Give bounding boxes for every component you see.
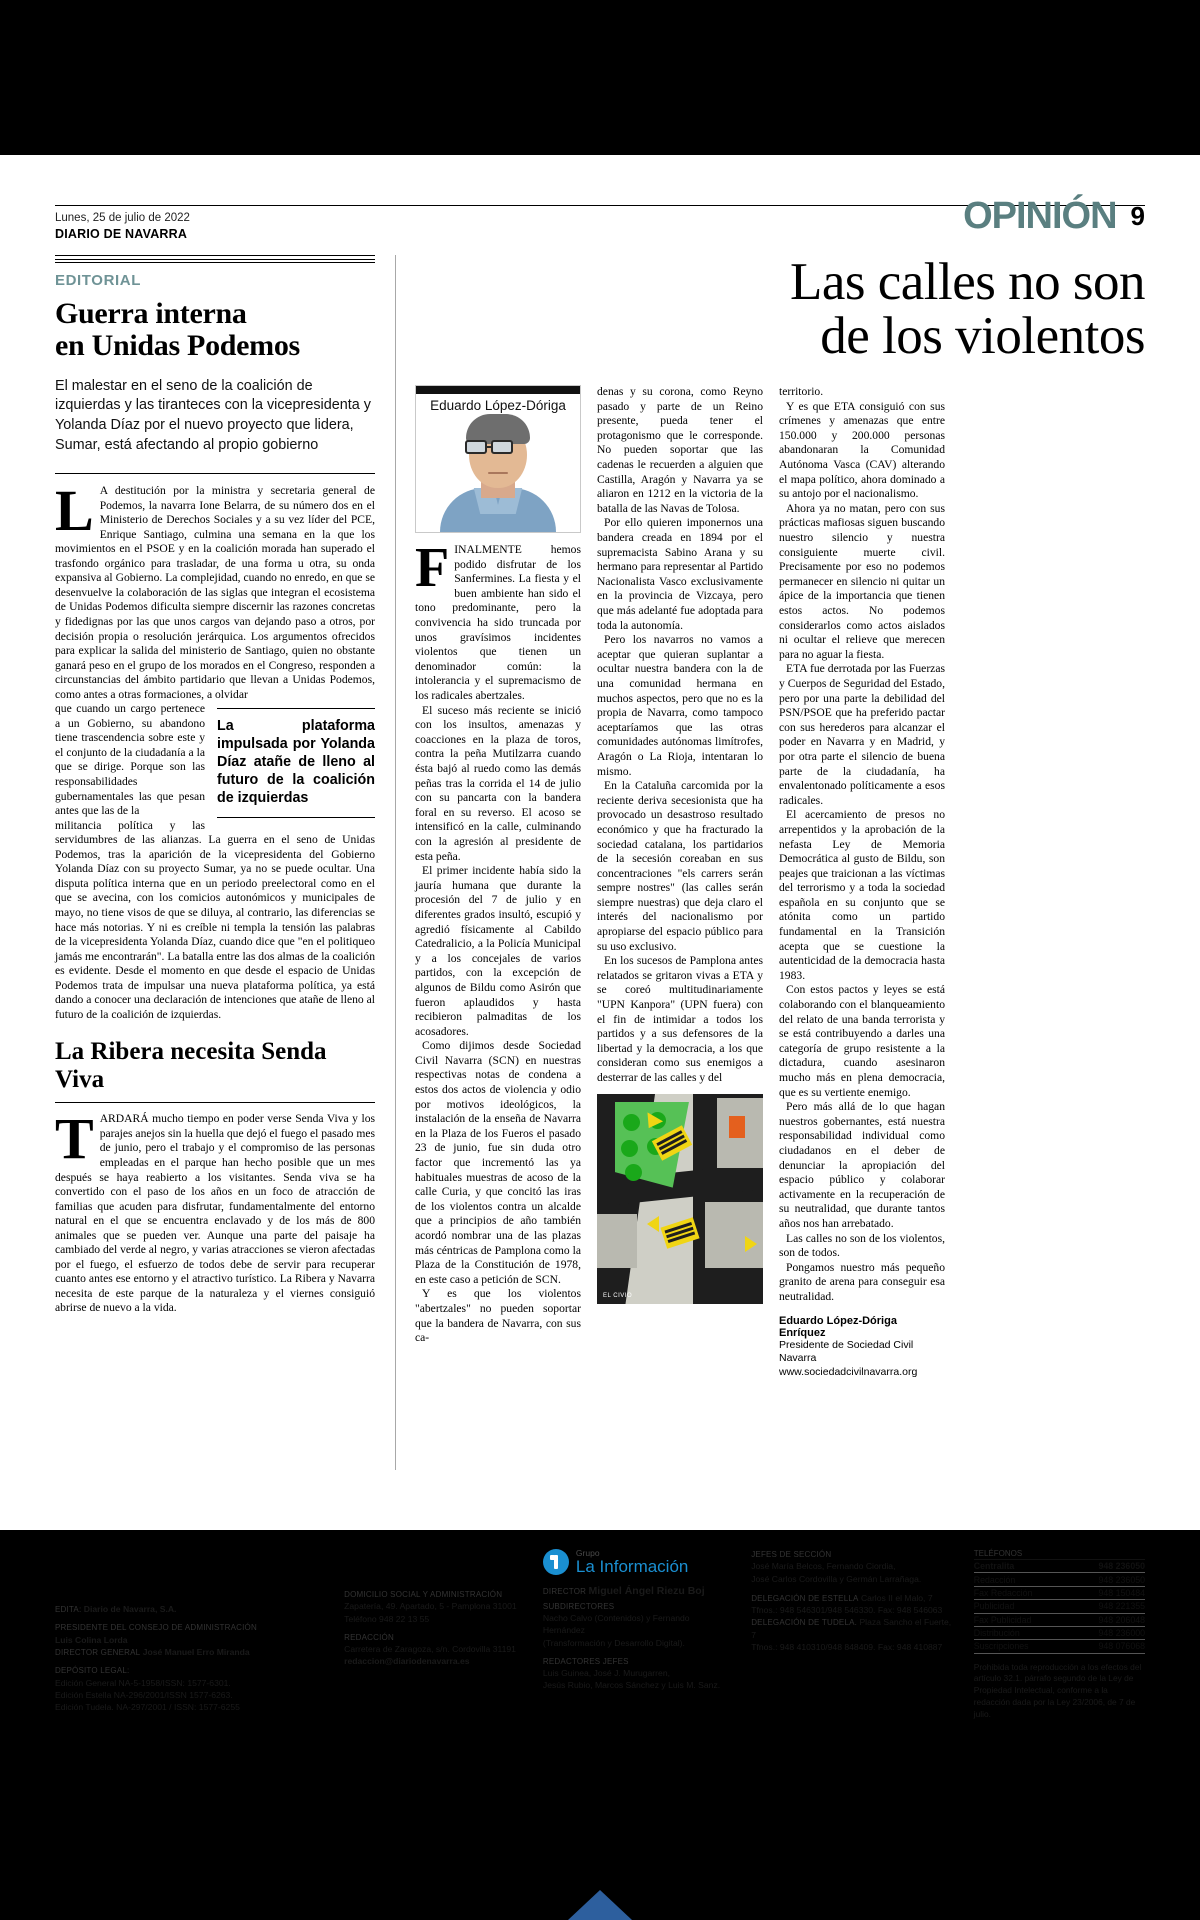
grupo-name: La Información (575, 1556, 689, 1576)
editorial-headline-line2: en Unidas Podemos (55, 329, 300, 363)
deposito-line: Edición Estella NA-296/2001/ISSN 1577-6263. (55, 1689, 233, 1700)
domicilio-line: Teléfono 948 22 13 55 (344, 1613, 430, 1624)
article-paragraph: Con estos pactos y leyes se está colaborando con el blanqueamiento del relato de una banda terrorista y se está contribuyendo a darles una categoría de grupo resistente a la dictadura, cuando asesinaron mucho más en plena democracia, que es su vertiente enemigo. (779, 983, 945, 1099)
footer-logo: DIARIO DE NAVARRA (55, 1549, 326, 1579)
scroll-up-arrow-icon[interactable] (568, 1890, 632, 1920)
grupo-label: Grupo (575, 1548, 600, 1559)
subdirectores-label: SUBDIRECTORES (542, 1601, 615, 1611)
article-paragraph: territorio. (779, 385, 824, 399)
article-paragraph: Pongamos nuestro más pequeño granito de arena para conseguir esa neutralidad. (779, 1260, 945, 1303)
estella-value: Carlos II el Malo, 7 (860, 1592, 933, 1603)
estella-tfnos: Tfnos.: 948 546301/948 546330. Fax: 948 546063 (751, 1605, 943, 1616)
redactores-line: Jesús Rubio, Marcos Sánchez y Luis M. Sanz. (542, 1680, 721, 1691)
phones-caption: TELÉFONOS (973, 1549, 1023, 1558)
redactores-line: Luis Guinea, José J. Murugarren, (542, 1668, 670, 1679)
imprint-column-2 (344, 1549, 525, 1720)
phone-number: 948 236000 (1069, 1626, 1145, 1639)
author-portrait-illustration (439, 424, 557, 532)
grupo-la-informacion-logo (543, 1549, 733, 1575)
imprint-column-3 (543, 1549, 733, 1720)
jefes-seccion-line: José María Belcos, Fernando Ciordia, (751, 1561, 896, 1572)
article-headline-line2: de los violentos (820, 307, 1145, 366)
editorial-paragraph: LA destitución por la ministra y secretaria general de Podemos, la navarra Ione Belarra, de su número dos en el Ministerio de Derechos Sociales y a su vez líder del PCE, Enrique Santiago, culmina una semana en la que los movimientos en el PSOE y en la coalición morada han superado el trasfondo orgánico para trasladar, de una forma u otra, su onda expansiva al Gobierno. La complejidad, cuando no enredo, en que se desenvuelve la colaboración de las siglas que integran el ecosistema de Unidas Podemos dificulta siempre discernir las razones concretas y fidedignas por las que unos cargos van dejando paso a otros, por decisión propia o resolución jerárquica. Los argumentos ofrecidos para explicar la salida del ministerio de Santiago, quien no obstante ganará peso en el grupo de los morados en el Congreso, responden a circunstancias del ámbito partidario que llevan a Unidas Podemos, como antes a otras formaciones, a olvidar (55, 478, 375, 701)
map-tree (621, 1140, 638, 1157)
table-row (974, 1573, 1145, 1586)
editorial2-rule (55, 1102, 375, 1103)
editorial-kicker: EDITORIAL (55, 272, 141, 289)
deposito-line: Edición Tudela. NA-297/2001 / ISSN: 1577-6255 (55, 1702, 240, 1713)
editorial-paragraph: militancia política y las servidumbres de las alianzas. La guerra en el seno de Unidas Podemos, tras la aparición de la vicepresidenta del Gobierno Yolanda Díaz con su proyecto Sumar, ya no se puede ocultar. Una disputa política interna que en un periodo preelectoral como en el que se avecina, con los comicios autonómicos y municipales de mayo, no tiene visos de que se diluya, al contrario, las diferencias se hace más notorias. Y ni es creíble ni templa la tensión las palabras de la vicepresidenta Yolanda Díaz, cuando dice que "en el politiqueo jamás me encontrarán". La batalla entre las dos almas de la coalición es evidente. Desde el momento en que desde el espacio de Unidas Podemos trata de impulsar una nueva plataforma política, ya está dando a conocer una declaración de intenciones que atañe de lleno al futuro de la coalición de izquierdas. (55, 818, 375, 1021)
article-paragraph: ETA fue derrotada por las Fuerzas y Cuerpos de Seguridad del Estado, pero por una parte la debilidad del PSN/PSOE que ha preferido pactar con sus herederos para alcanzar el poder en Navarra y en Madrid, y por otra parte el silencio de buena parte de la ciudadanía, ha envalentonado políticamente a esos radicales. (779, 662, 945, 807)
column-divider (395, 255, 396, 1470)
phone-label: Distribución (974, 1626, 1070, 1639)
phones-table-body (974, 1560, 1145, 1654)
grupo-logo-icon (543, 1549, 569, 1575)
redaccion-line: Carretera de Zaragoza, s/n. Cordovilla 31191 (344, 1644, 516, 1655)
jefes-seccion-line: José Carlos Cordovilla y Germán Larrañaga. (751, 1573, 922, 1584)
tudela-label: DELEGACIÓN DE TUDELA. (751, 1618, 858, 1628)
article-paragraph: El primer incidente había sido la jauría humana que durante la procesión del 7 de julio y en diferentes grados insultó, escupió y agredió físicamente al Cabildo Catedralicio, a la Policía Municipal y a los concejales de varios partidos, con la excepción de algunos de Bildu como Asirón que fueron aplaudidos y hasta recibieron palmaditas de los acosadores. (415, 864, 581, 1038)
section-title: OPINIÓN (963, 195, 1117, 237)
table-row (974, 1560, 1145, 1573)
phone-number: 948 236050 (1069, 1573, 1145, 1586)
article-headline-line1: Las calles no son (789, 253, 1145, 311)
editorial-body (55, 478, 375, 1022)
article-paragraph: Pero los navarros no vamos a aceptar que quieran suplantar a ocultar nuestra bandera con la de una comunidad hermana en muchos aspectos, pero que no es la propia de Navarra, como tampoco aceptaríamos que las otras comunidades autónomas limítrofes, Aragón o La Rioja, intentaran lo mismo. (597, 633, 763, 778)
article-paragraph: Ahora ya no matan, pero con sus prácticas mafiosas siguen buscando nuestro silencio y nuestra consiguiente muerte civil. Precisamente por eso no podemos permanecer en silencio ni quitar un ápice de la importancia que tienen estos actos. No podemos considerarlos como actos aislados ni ocultar el relieve que merecen para no aguar la fiesta. (779, 501, 945, 661)
phone-label: Suscripciones (974, 1640, 1070, 1653)
map-tree (623, 1114, 640, 1131)
phone-number: 948 236050 (1069, 1560, 1145, 1573)
article-column-1 (415, 385, 581, 1379)
director-general-label: DIRECTOR GENERAL (55, 1647, 141, 1657)
section-header (963, 195, 1145, 238)
director-value: Miguel Ángel Riezu Boj (588, 1585, 705, 1597)
legal-notice: Prohibida toda reproducción a los efectos del artículo 32.1. párrafo segundo de la Ley de Propiedad Intelectual, conforme a la redacción dada por la Ley 23/2006, de 7 de julio. (973, 1661, 1142, 1719)
editorial-headline (55, 298, 375, 363)
redaccion-label: REDACCIÓN (344, 1632, 394, 1642)
deposito-label: DEPÓSITO LEGAL: (55, 1666, 130, 1676)
subdirectores-line: Nacho Calvo (Contenidos) y Fernando Hernández (542, 1613, 690, 1636)
table-row (974, 1586, 1145, 1599)
article-column-3 (779, 385, 945, 1379)
editorial-block (55, 255, 375, 1316)
street-map-graphic (597, 1094, 763, 1304)
imprint-column-5 (974, 1549, 1145, 1720)
editorial2-headline: La Ribera necesita Senda Viva (55, 1038, 327, 1093)
article-paragraph: Por ello quieren imponernos una bandera creada en 1894 por el supremacista Sabino Arana y su hermano para representar al Partido Nacionalista Vasco exclusivamente en la provincia de Vizcaya, pero que más adelanté fue adoptada para toda la autonomía. (597, 516, 763, 632)
editorial2-body (55, 1106, 375, 1316)
table-row (974, 1613, 1145, 1626)
article-paragraph: El acercamiento de presos no arrepentidos y la aprobación de la nefasta Ley de Memoria Democrática al gusto de Bildu, son peajes que traicionan a las víctimas del terrorismo y a toda la sociedad española en su conjunto que se atónita como un partido fundamental en la Transición acepta que se cuestione la autenticidad de la democracia hasta 1983. (779, 808, 945, 982)
viewer-bottom-bar (0, 1860, 1200, 1920)
author-photo-frame (415, 385, 581, 533)
map-building-block (705, 1202, 763, 1268)
article-paragraph: Como dijimos desde Sociedad Civil Navarra (SCN) en nuestras respectivas notas de condena a estos dos actos de violencia y odio por motivos ideológicos, la instalación de la enseña de Navarra en la Plaza de los Fueros el pasado 23 de junio, fue sin duda otro factor que incrementó las ya habituales muestras de acoso de la calle Curia, y que concitó las iras de los violentos contra un alcalde que a principios de año también acordó nombrar una de las plazas más céntricas de Pamplona como la Plaza de la Constitución de 1978, en este caso a petición de SCN. (415, 1039, 581, 1286)
tudela-tfnos: Tfnos.: 948 410310/948 848409. Fax: 948 410887 (751, 1641, 943, 1652)
map-building-block (597, 1214, 637, 1268)
editorial-standfirst: El malestar en el seno de la coalición de izquierdas y las tiranteces con la vicepresidenta y Yolanda Díaz por el nuevo proyecto que lidera, Sumar, está afectando al propio gobierno (55, 377, 371, 453)
tudela-value: Plaza Sancho el Fuerte, 7 (751, 1617, 952, 1640)
article-headline (415, 253, 1145, 366)
phone-label: Publicidad (974, 1600, 1070, 1613)
map-direction-arrow (745, 1236, 757, 1252)
footer-rule (55, 1540, 1145, 1541)
photo-top-bar (416, 386, 580, 394)
phone-label: Fax Publicidad (974, 1613, 1070, 1626)
director-label: DIRECTOR (542, 1587, 587, 1596)
article-paragraph: Y es que los violentos "abertzales" no pueden soportar que la bandera de Navarra, con sus ca- (415, 1287, 581, 1345)
signature-role: Presidente de Sociedad Civil Navarra (779, 1338, 914, 1365)
subdirectores-line: (Transformación y Desarrollo Digital). (542, 1637, 685, 1648)
table-row (974, 1600, 1145, 1613)
phone-label: Centralita (974, 1560, 1070, 1573)
map-canvas (597, 1094, 763, 1304)
editorial-top-rules (55, 255, 375, 263)
imprint-footer (55, 1540, 1145, 1720)
article-column-2 (597, 385, 763, 1379)
article-paragraph: Y es que ETA consiguió con sus crímenes y amenazas que entre 150.000 y 200.000 personas abandonaran la Comunidad Autónoma Vasca (CAV) alterando el mapa político, ahora dominado a su antojo por el nacionalismo. (779, 399, 945, 501)
domicilio-line: Zapatería, 49. Apartado, 5 - Pamplona 31001 (344, 1601, 517, 1612)
editorial-paragraph: que cuando un cargo pertenece a un Gobierno, su abandono tiene trascendencia sobre este y el conjunto de la ciudadanía a la que se dirige. Porque son las responsabilidades gubernamentales las que pesan antes que las de la (55, 702, 205, 818)
phone-label: Fax Redacción (974, 1586, 1070, 1599)
table-row (974, 1640, 1145, 1653)
map-direction-arrow (647, 1216, 659, 1232)
edita-label: EDITA: (55, 1605, 82, 1614)
jefes-seccion-label: JEFES DE SECCIÓN (751, 1550, 832, 1559)
domicilio-label: DOMICILIO SOCIAL Y ADMINISTRACIÓN (344, 1590, 503, 1599)
article-paragraph: FINALMENTE hemos podido disfrutar de los Sanfermines. La fiesta y el buen ambiente han sido el tono predominante, pero la convivencia ha sido truncada por unos gravísimos incidentes violentos que tienen un denominador común: la intolerancia y el supremacismo de los radicales abertzales. (415, 537, 581, 703)
article-paragraph: En la Cataluña carcomida por la reciente deriva secesionista que ha provocado un desastroso resultado económico y que ha fracturado la sociedad catalana, los partidarios de la secesión coreaban en sus concentraciones "els carrers serán sempre nostres" (las calles serán siempre nuestras) que deja claro el interés del nacionalismo por apropiarse del espacio público para su uso exclusivo. (597, 779, 763, 953)
edita-value: Diario de Navarra, S.A. (83, 1604, 177, 1614)
article-paragraph: Las calles no son de los violentos, son de todos. (779, 1231, 945, 1260)
article-block (415, 255, 1145, 1379)
article-paragraph: Pero más allá de lo que hagan nuestros gobernantes, está nuestra responsabilidad individual como ciudadanos en el deber de denunciar la apropiación del espacio público y colaborar activamente en la recuperación de su neutralidad, que durante tantos años nos han arrebatado. (779, 1100, 945, 1230)
signature-url[interactable]: www.sociedadcivilnavarra.org (779, 1365, 918, 1378)
editorial-headline-line1: Guerra interna (55, 297, 247, 330)
publication-date: Lunes, 25 de julio de 2022 (55, 212, 190, 224)
phone-number: 948 076068 (1069, 1640, 1145, 1653)
article-paragraph: En los sucesos de Pamplona antes relatados se gritaron vivas a ETA y se coreó multitudinariamente "UPN Kanpora" (UPN fuera) con el fin de intimidar a todos los partidos y a sus defensores de la libertad y la democracia, a los que consideran como sus enemigos a desterrar de las calles y del (597, 954, 763, 1084)
president-value: Luis Colina Lorda (55, 1634, 128, 1645)
phones-table (974, 1549, 1145, 1654)
director-general-value: José Manuel Erro Miranda (142, 1646, 250, 1657)
phone-number: 948 221355 (1069, 1600, 1145, 1613)
imprint-column-1 (55, 1549, 326, 1720)
newspaper-page (0, 155, 1200, 1719)
president-label: PRESIDENTE DEL CONSEJO DE ADMINISTRACIÓN (55, 1623, 257, 1633)
editorial-standfirst-rule (55, 473, 375, 474)
article-paragraph: denas y su corona, como Reyno pasado y parte de un Reino presente, pueda tener el protagonismo que le corresponde. No pueden soportar que las cadenas le recuerden a alguien que Castilla, Aragón y Navarra ya se aliaron en 1212 en la victoria de la batalla de las Navas de Tolosa. (597, 385, 763, 515)
deposito-line: Edición General NA-5-1958/ISSN: 1577-6301. (55, 1677, 231, 1688)
map-source-label: EL CIVIO (603, 1292, 633, 1299)
author-photo-caption: Eduardo López-Dóriga (430, 398, 566, 414)
phone-number: 948 150484 (1069, 1586, 1145, 1599)
editorial-pullquote: La plataforma impulsada por Yolanda Díaz atañe de lleno al futuro de la coalición de izquierdas (217, 708, 375, 817)
page-number: 9 (1130, 201, 1145, 231)
paper-name: DIARIO DE NAVARRA (55, 226, 188, 241)
footer-founded: Fundado en 1903 (63, 1581, 168, 1597)
article-paragraph: El suceso más reciente se inició con los insultos, amenazas y coacciones en la plaza de toros, contra la peña Mutilzarra cuando ésta bajó al ruedo como las demás peñas tras la corrida el 14 de julio con su pancarta con la bandera foral en su reverso. El acoso se intensificó en la calle, culminando con la agresión al presidente de esta peña. (415, 703, 581, 863)
phone-number: 948 206048 (1069, 1613, 1145, 1626)
map-tree (625, 1164, 642, 1181)
author-photo-block (415, 385, 581, 533)
article-columns (415, 385, 1145, 1379)
table-row (974, 1626, 1145, 1639)
redactores-label: REDACTORES JEFES (542, 1656, 629, 1666)
signature-name: Eduardo López-Dóriga Enríquez (779, 1314, 897, 1339)
imprint-column-4 (751, 1549, 956, 1720)
estella-label: DELEGACIÓN DE ESTELLA (751, 1593, 859, 1603)
redaccion-email[interactable]: redaccion@diariodenavarra.es (344, 1656, 470, 1667)
map-highlight-marker (729, 1116, 745, 1138)
article-signature (779, 1315, 945, 1380)
editorial2-paragraph: TARDARÁ mucho tiempo en poder verse Senda Viva y los parajes anejos sin la huella que dejó el fuego el pasado mes de junio, pero el trabajo y el compromiso de las personas empleadas en el parque han hecho posible que un mes después se haya reabierto a los visitantes. Senda viva se ha convertido con el paso de los años en un foco de atracción de familias que acuden para disfrutar, fundamentalmente del entorno natural en el que se encuentra enclavado y de los más de 800 animales que se pueden ver. Aunque una parte del paisaje ha cambiado del verde al negro, y varias atracciones se vieron afectadas por el fuego, el esfuerzo de todos debe de servir para recuperar cuanto antes ese entorno y el atractivo turístico. La Ribera y Navarra necesita de este parque de la naturaleza y el viernes consiguió abrirse de nuevo a la vida. (55, 1106, 375, 1315)
phone-label: Redacción (974, 1573, 1070, 1586)
